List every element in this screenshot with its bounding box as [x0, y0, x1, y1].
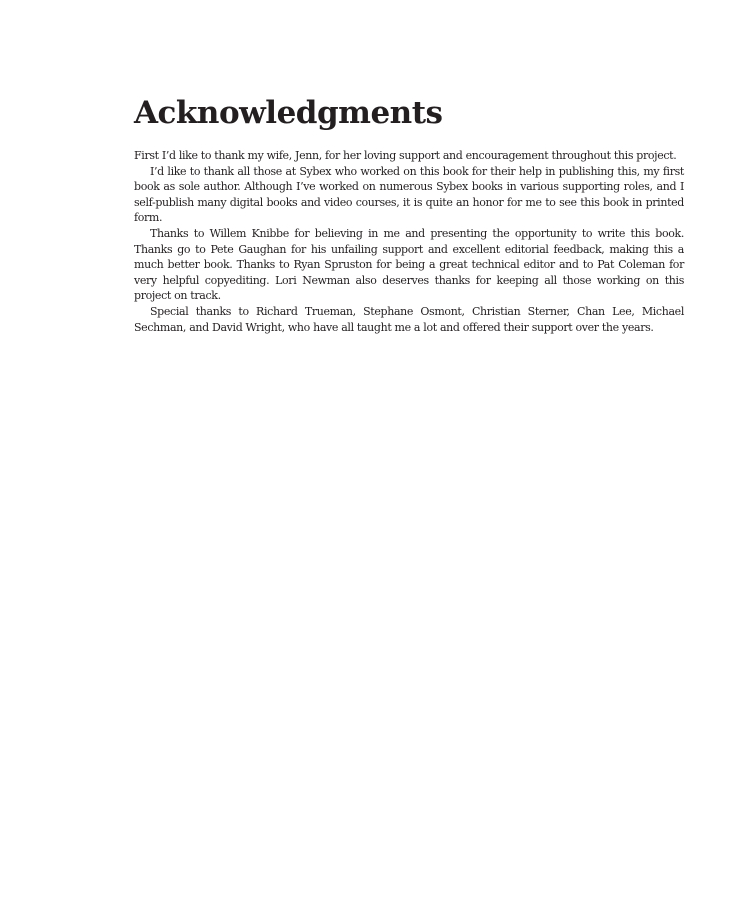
body-text	[134, 148, 684, 335]
paragraph-2: I’d like to thank all those at Sybex who worked on this book for their help in publishing this, my first book as sole author. Although I’ve worked on numerous Sybex books in various supporting roles, and I self-publish many digital books and video courses, it is quite an honor for me to see this book in printed form.	[134, 164, 684, 225]
acknowledgments-section	[134, 94, 684, 335]
paragraph-4: Special thanks to Richard Trueman, Stephane Osmont, Christian Sterner, Chan Lee, Michael Sechman, and David Wright, who have all taught me a lot and offered their support over the years.	[134, 304, 684, 334]
paragraph-3: Thanks to Willem Knibbe for believing in me and presenting the opportunity to write this book. Thanks go to Pete Gaughan for his unfailing support and excellent editorial feedback, making this a much better book. Thanks to Ryan Spruston for being a great technical editor and to Pat Coleman for very helpful copyediting. Lori Newman also deserves thanks for keeping all those working on this project on track.	[134, 226, 684, 303]
paragraph-1: First I’d like to thank my wife, Jenn, for her loving support and encouragement throughout this project.	[134, 149, 677, 162]
page-title: Acknowledgments	[134, 95, 443, 131]
